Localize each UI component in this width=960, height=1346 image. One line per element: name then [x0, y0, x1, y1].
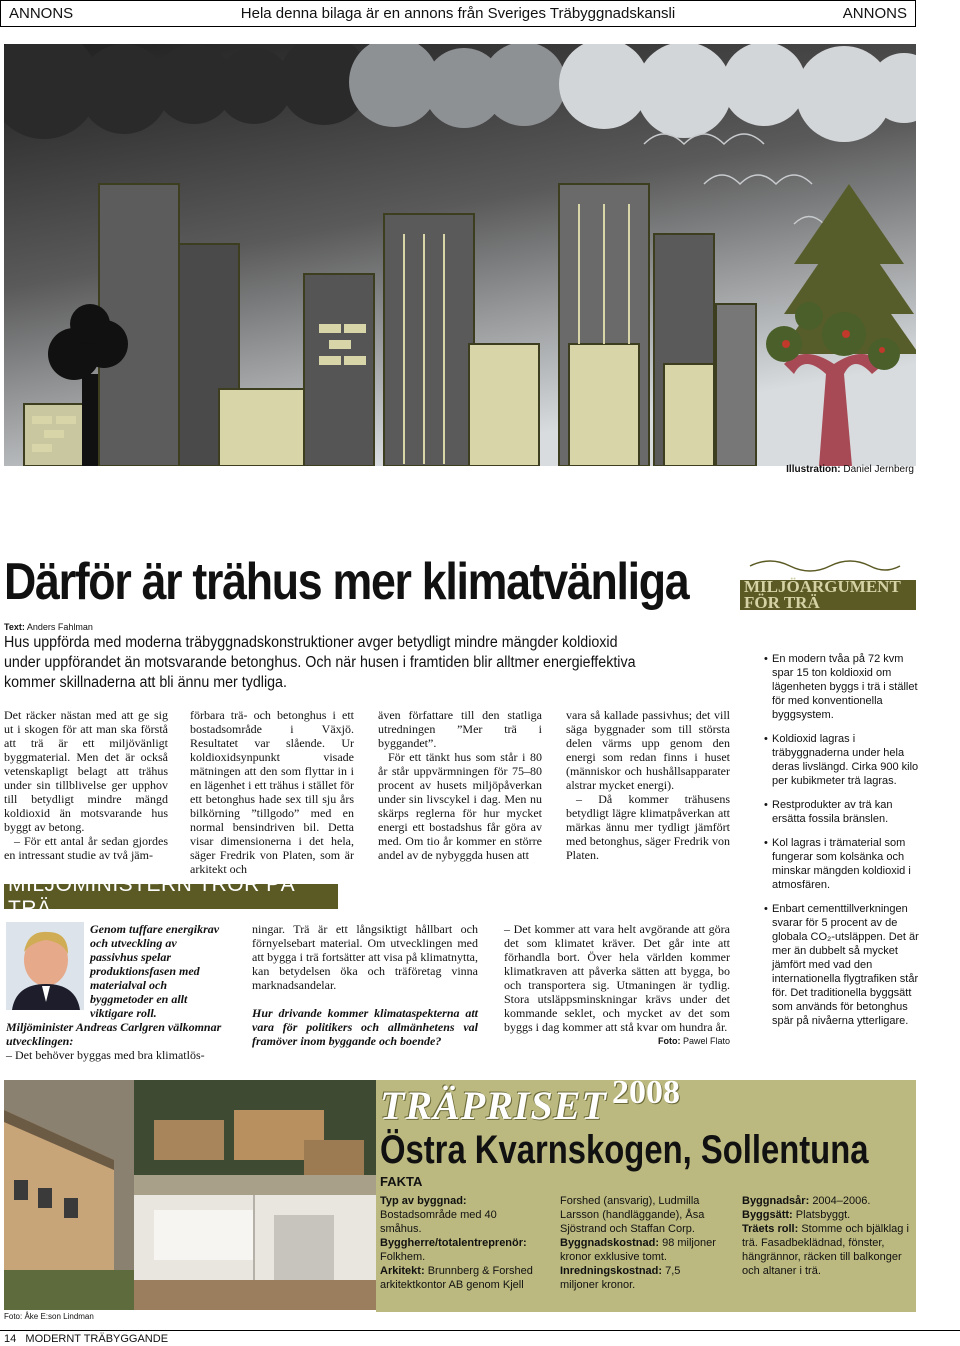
bullet-item: • Enbart cementtillverkningen svarar för 5 procent av de globala CO₂-utsläppen. Det är mer än dubbelt så mycket jämfört med vad den internationella flygtrafiken står för. Det traditionella byggsätt som används för betonghus spär på nivåerna ytterligare. [764, 902, 924, 1028]
furnish-value: 7,5 miljoner kronor. [560, 1265, 681, 1291]
minister-column-2 [252, 922, 478, 1048]
byline-label: Text: [4, 622, 25, 632]
furnish-label: Inredningskostnad: [560, 1265, 663, 1277]
article-column-2 [190, 708, 354, 876]
sidebar-title-line2: FÖR TRÄ [744, 593, 820, 610]
bullet-item: • Kol lagras i trämaterial som fungerar som kolsänka och minskar mängden koldioxid i atmosfären. [764, 836, 924, 892]
fakta-column-2 [560, 1194, 720, 1292]
article-column-3 [378, 708, 542, 862]
photo-credit-label: Foto: [657, 1036, 681, 1046]
minister-intro-text: Genom tuffare energikrav och utveckling av passivhus spelar produktionsfasen med materialval och byggmetoder en allt viktigare roll. Miljöminister Andreas Carlgren välkomnar utvecklingen: [6, 922, 222, 1048]
method-value: Platsbyggt. [795, 1209, 851, 1221]
page-number: 14 [4, 1333, 17, 1345]
sidebar-bullets [764, 652, 924, 1038]
fakta-column-3 [742, 1194, 910, 1278]
prize-location: Östra Kvarnskogen, Sollentuna [380, 1128, 869, 1172]
architect-label: Arkitekt: [380, 1265, 425, 1277]
credit-name: Daniel Jernberg [843, 464, 914, 475]
article-column-4 [566, 708, 730, 862]
footer-rule [0, 1330, 960, 1331]
col3-p2: För ett tänkt hus som står i 80 år står uppvärmningen för 75–80 procent av husets miljöpåverkan under sin livscykel i dag. Men nu skärps reglerna för hur mycket energi ett bostadshus får göra av med. Om tio år kommer en större andel av de nybyggda husen att [378, 750, 542, 862]
col4-p2: – Då kommer trähusens betydligt lägre klimatpåverkan att märkas ännu mer tydligt jämfört med betonghus, säger Fredrik von Platen. [566, 792, 730, 862]
article-lead: Hus uppförda med moderna träbyggnadskonstruktioner avger betydligt mindre mängder koldioxid under uppförandet än motsvarande betonghus. Och när husen i framtiden blir alltmer energieffektiva kommer skillnaderna att bli ännu mer tydliga. [4, 634, 636, 691]
year-label: Byggnadsår: [742, 1195, 810, 1207]
minister-quote-start: – Det behöver byggas med bra klimatlös- [6, 1048, 205, 1062]
bullet-item: • En modern tvåa på 72 kvm spar 15 ton koldioxid om lägenheten byggs i trä i stället för med konventionella byggsystem. [764, 652, 924, 722]
architect-value: Brunnberg & Forshed arkitektkontor AB genom Kjell [380, 1265, 533, 1291]
header-left: ANNONS [9, 5, 74, 22]
col3-p1: även författare till den statliga utredningen ”Mer trä i byggandet”. [378, 708, 542, 750]
col1-p2: – För ett antal år sedan gjordes en intressant studie av två jäm- [4, 834, 168, 862]
minister-col2-text: ningar. Trä är ett långsiktigt hållbart och förnyelsebart material. Om utvecklingen med att bygga i trä fortsätter att visa på klimatnytta, kan betydelsen öka och träföretag vinna marknadsandelar. [252, 922, 478, 992]
architect-cont: Forshed (ansvarig), Ludmilla Larsson (handläggande), Åsa Sjöstrand och Staffan Corp. [560, 1195, 705, 1235]
illustration-credit [786, 464, 914, 475]
role-value: Stomme och bjälklag i trä. Fasadbeklädnad, fönster, hängrännor, räcken till balkonger och altaner i trä. [742, 1223, 909, 1277]
article-column-1 [4, 708, 168, 862]
photo-credit: Foto: Åke E:son Lindman [4, 1312, 94, 1321]
prize-year: 2008 [612, 1074, 680, 1111]
city-illustration [4, 44, 916, 466]
builder-label: Byggherre/totalentreprenör: [380, 1237, 527, 1249]
cost-value: 98 miljoner kronor exklusive tomt. [560, 1237, 716, 1263]
type-value: Bostadsområde med 40 småhus. [380, 1209, 497, 1235]
header-right: ANNONS [842, 5, 907, 22]
minister-col3-text: – Det kommer att vara helt avgörande att göra det som klimatet kräver. Det går inte att förhandla bort. Över hela världen kommer klimatkraven att påverka sätten att bygga, bo och transportera sig. Utmaningen är tydlig. Stora utsläppsminskningar krävs under det kommande seklet, och mycket av det som byggs i dag kommer att stå kvar om hundra år. [504, 922, 730, 1034]
advert-header [0, 0, 916, 27]
minister-photo-credit [504, 1034, 730, 1048]
col1-p1: Det räcker nästan med att ge sig ut i skogen för att man ska förstå att trä är ett miljövänligt byggmaterial. Men det är också vetenskapligt belagt att trähus under sin tillblivelse ger upphov till betydligt mindre mängd koldioxid än motsvarande hus byggt av betong. [4, 708, 168, 834]
article-headline: Därför är trähus mer klimatvänliga [4, 553, 689, 611]
header-center: Hela denna bilaga är en annons från Sveriges Träbyggnadskansli [240, 5, 676, 22]
credit-label: Illustration: [786, 464, 841, 475]
minister-column-3 [504, 922, 730, 1048]
prize-heading: TRÄPRISET [380, 1083, 607, 1128]
byline [4, 622, 93, 632]
fakta-label: FAKTA [380, 1174, 423, 1189]
builder-value: Folkhem. [380, 1251, 426, 1263]
page-footer [4, 1333, 168, 1345]
sidebar-title [740, 558, 916, 610]
col4-p1: vara så kallade passivhus; det vill säga byggnader som till största delen värms upp genom den energi som redan finns i huset (människor och hushållsapparater alstrar mycket energi). [566, 708, 730, 792]
sidebar-title-line1: MILJÖARGUMENT [744, 577, 901, 596]
role-label: Träets roll: [742, 1223, 799, 1235]
year-value: 2004–2006. [812, 1195, 871, 1207]
photo-credit-name: Pawel Flato [682, 1036, 730, 1046]
fakta-column-1 [380, 1194, 540, 1292]
col2-p1: förbara trä- och betonghus i ett bostadsområde i Växjö. Resultatet var slående. Ur koldioxidsynpunkt visade mätningen att den som flyttar in i en lägenhet i ett trähus i stället för ett betonghus hade sex till sju års bilkörning ”tillgodo” med en normal bensindriven bil. Detta visar dimensionerna i det hela, säger Fredrik von Platen, som är arkitekt och [190, 708, 354, 876]
houses-photo-collage [4, 1080, 376, 1310]
section-name: MODERNT TRÄBYGGANDE [25, 1333, 169, 1345]
minister-subheading: MILJÖMINISTERN TROR PÅ TRÄ [4, 884, 338, 909]
minister-question: Hur drivande kommer klimataspekterna att vara för politikers och allmänhetens val framöver inom byggande och boende? [252, 1006, 478, 1048]
method-label: Byggsätt: [742, 1209, 793, 1221]
minister-intro [6, 922, 226, 1062]
bullet-item: • Koldioxid lagras i träbyggnaderna under hela deras livslängd. Cirka 900 kilo per kubikmeter trä lagras. [764, 732, 924, 788]
bullet-item: • Restprodukter av trä kan ersätta fossila bränslen. [764, 798, 924, 826]
byline-name: Anders Fahlman [26, 622, 93, 632]
minister-portrait [6, 922, 90, 1014]
cost-label: Byggnadskostnad: [560, 1237, 660, 1249]
type-label: Typ av byggnad: [380, 1195, 467, 1207]
